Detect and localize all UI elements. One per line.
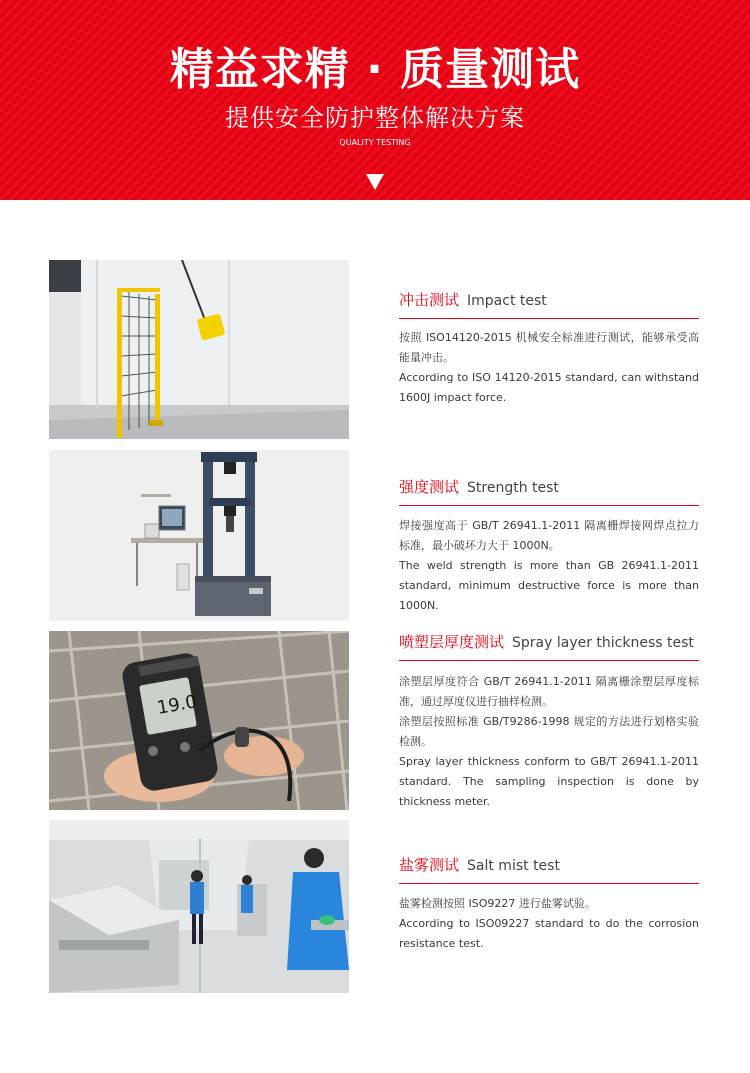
header-banner [0,0,750,200]
thickness-test-text-cn-2: 涂塑层按照标准 GB/T9286-1998 规定的方法进行划格实验检测。 [399,715,699,748]
impact-test-photo [49,260,349,439]
salt-mist-test-title-cn: 盐雾测试 [399,856,460,874]
thickness-test-title-cn: 喷塑层厚度测试 [399,633,505,651]
salt-mist-test-heading [399,855,699,884]
impact-test-text-cn: 按照 ISO14120-2015 机械安全标准进行测试，能够承受高能量冲击。 [399,331,699,364]
gauge-reading: 19.0 [155,691,199,719]
strength-test-title-cn: 强度测试 [399,478,460,496]
strength-test-heading [399,477,699,506]
impact-test-text-en: According to ISO 14120-2015 standard, can withstand 1600J impact force. [399,371,699,404]
strength-test-photo [49,450,349,621]
thickness-test-title-en: Spray layer thickness test [512,635,694,651]
page-english-caption: QUALITY TESTING [339,138,411,147]
salt-mist-test-title-en: Salt mist test [467,858,560,874]
page-title: 精益求精 · 质量测试 [169,44,581,95]
thickness-test-description [399,672,699,812]
salt-mist-test-text-en: According to ISO09227 standard to do the corrosion resistance test. [399,917,699,950]
strength-test-description [399,516,699,616]
impact-test-title-en: Impact test [467,293,547,309]
impact-test-description [399,328,699,408]
strength-test-title-en: Strength test [467,480,559,496]
down-arrow-icon [366,174,384,190]
impact-test-heading [399,290,699,319]
thickness-test-heading [399,632,699,661]
salt-mist-test-description [399,894,699,954]
impact-test-title-cn: 冲击测试 [399,291,460,309]
salt-mist-test-text-cn: 盐雾检测按照 ISO9227 进行盐雾试验。 [399,897,596,910]
strength-test-text-cn: 焊接强度高于 GB/T 26941.1-2011 隔离栅焊接网焊点拉力标准，最小破坏力大于 1000N。 [399,519,699,552]
thickness-test-text-en: Spray layer thickness conform to GB/T 26941.1-2011 standard. The sampling inspection is done by thickness meter. [399,755,699,808]
strength-test-text-en: The weld strength is more than GB 26941.1-2011 standard, minimum destructive force is more than 1000N. [399,559,699,612]
salt-mist-test-photo [49,820,349,993]
page-subtitle: 提供安全防护整体解决方案 [225,104,525,132]
thickness-test-photo [49,631,349,810]
thickness-test-text-cn-1: 涂塑层厚度符合 GB/T 26941.1-2011 隔离栅涂塑层厚度标准，通过厚度仪进行抽样检测。 [399,675,699,708]
